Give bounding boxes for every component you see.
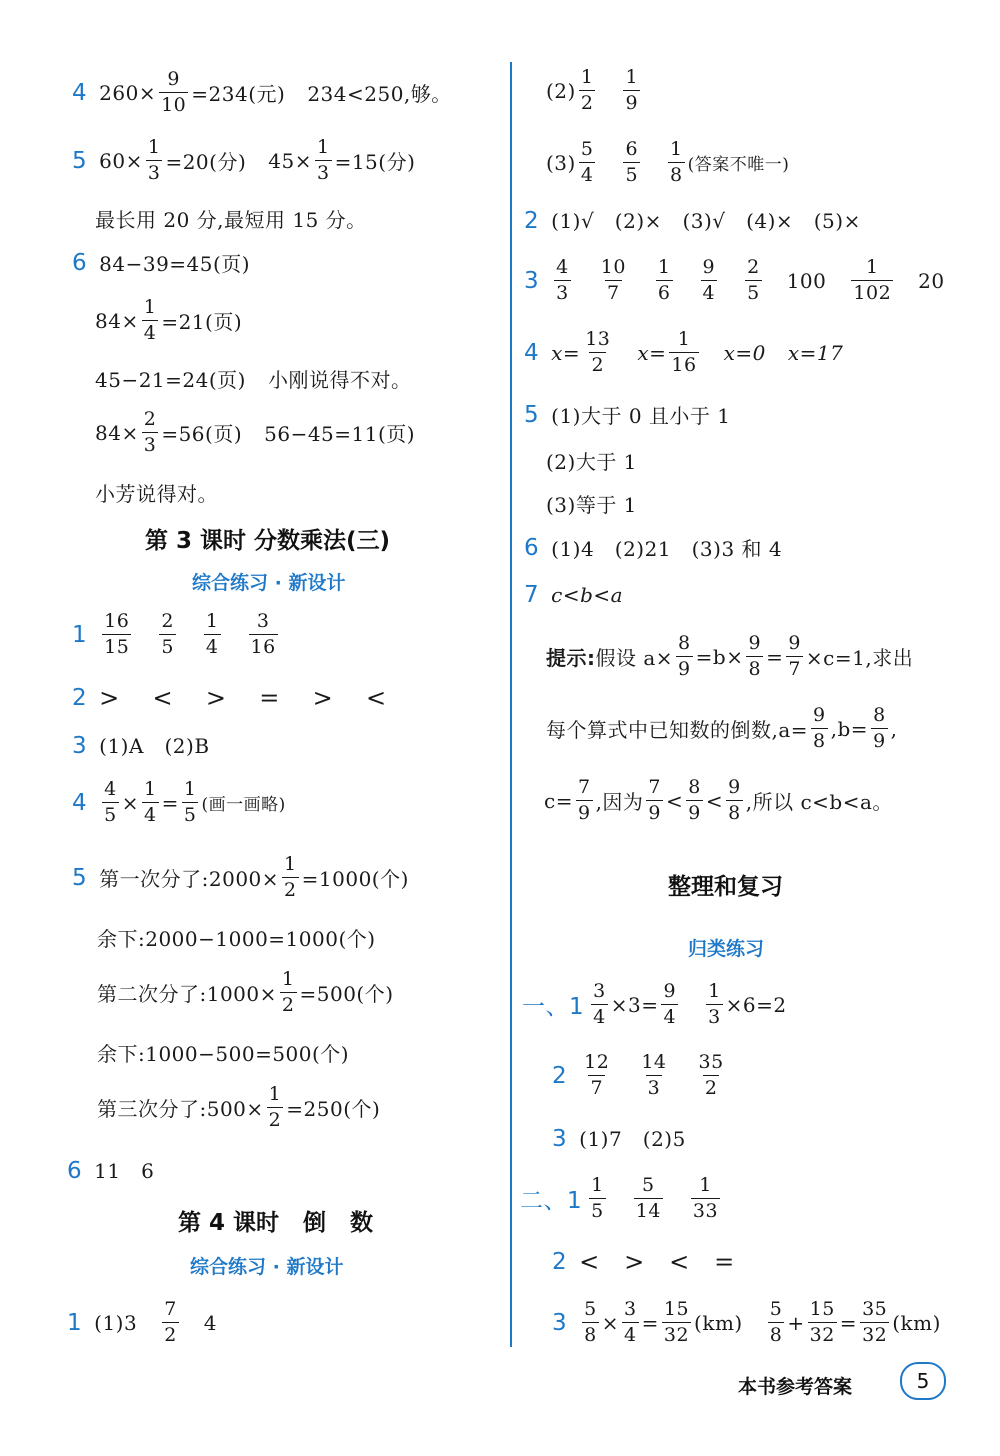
fraction <box>668 140 685 185</box>
numerator: 7 <box>164 1298 177 1320</box>
denominator: 8 <box>584 1324 597 1346</box>
text-segment: x= <box>551 340 581 365</box>
denominator: 9 <box>688 802 701 824</box>
text-segment: 84× <box>95 420 139 445</box>
denominator: 2 <box>580 92 594 114</box>
answer-5-text <box>95 204 367 233</box>
text-segment: < <box>705 788 724 813</box>
s3-answer-6 <box>67 1158 154 1184</box>
numerator: 1 <box>268 1083 282 1105</box>
review-2-2 <box>552 1248 735 1276</box>
denominator: 2 <box>268 1109 282 1131</box>
text-segment: (3) <box>546 150 576 175</box>
fraction <box>662 1300 691 1345</box>
denominator: 9 <box>625 92 639 114</box>
numerator: 12 <box>584 1051 610 1073</box>
denominator: 5 <box>104 804 117 826</box>
fraction <box>622 1300 639 1345</box>
denominator: 4 <box>624 1324 637 1346</box>
denominator: 16 <box>671 354 697 376</box>
denominator: 2 <box>164 1324 177 1346</box>
denominator: 15 <box>104 636 130 658</box>
s3-answer-5-line1 <box>72 855 409 900</box>
text-segment: × <box>601 1310 619 1335</box>
denominator: 32 <box>809 1324 835 1346</box>
fraction <box>623 140 640 185</box>
denominator: 4 <box>580 164 594 186</box>
denominator: 16 <box>250 636 276 658</box>
denominator: 5 <box>161 636 174 658</box>
numerator: 7 <box>577 776 591 798</box>
section-4-subtitle: 综合练习 · 新设计 <box>190 1256 344 1278</box>
fraction <box>726 778 743 823</box>
text-segment: 小刚说得不对。 <box>267 368 412 392</box>
text-segment: =1000(个) <box>301 867 409 891</box>
review-title: 整理和复习 <box>668 874 783 900</box>
fraction <box>579 68 596 113</box>
text-segment: 余下:2000−1000=1000(个) <box>97 927 376 951</box>
text-segment: 6 <box>524 534 540 561</box>
text-segment: 6 <box>72 249 88 276</box>
section-3-title: 第 3 课时 分数乘法(三) <box>145 528 391 554</box>
text-segment: 2 <box>552 1249 568 1275</box>
text-segment: 4 <box>524 339 540 366</box>
review-1-2 <box>552 1053 729 1098</box>
denominator: 8 <box>813 730 826 752</box>
text-segment: + <box>787 1310 805 1335</box>
section-4-title: 第 4 课时 倒 数 <box>178 1210 374 1236</box>
numerator: 2 <box>143 408 157 430</box>
review-2-3 <box>552 1300 941 1345</box>
text-segment: 60× <box>99 148 143 173</box>
s3-answer-5-line3 <box>97 970 394 1015</box>
numerator: 3 <box>593 980 606 1002</box>
numerator: 9 <box>728 776 741 798</box>
numerator: 1 <box>205 610 219 632</box>
fraction <box>102 780 119 825</box>
text-segment: < > < = <box>579 1248 735 1276</box>
denominator: 5 <box>591 1200 604 1222</box>
text-segment: (1)4 (2)21 (3)3 和 4 <box>551 537 783 561</box>
numerator: 1 <box>147 136 161 158</box>
text-segment: (1)大于 0 且小于 1 <box>551 404 731 428</box>
s3-answer-1 <box>72 612 281 657</box>
fraction <box>634 1176 663 1221</box>
r-answer-7 <box>524 582 623 608</box>
text-segment: (km) <box>694 1310 743 1335</box>
denominator: 4 <box>143 322 157 344</box>
denominator: 4 <box>702 282 716 304</box>
numerator: 2 <box>161 610 174 632</box>
fraction <box>676 634 693 679</box>
text-segment: 4 <box>203 1310 218 1335</box>
text-segment: = <box>839 1310 858 1335</box>
text-segment: ,b= <box>830 716 869 741</box>
fraction <box>811 706 828 751</box>
denominator: 8 <box>728 802 741 824</box>
fraction <box>639 1053 668 1098</box>
text-segment: 260× <box>99 80 157 105</box>
fraction <box>706 982 723 1027</box>
item-number: 4 <box>72 79 88 106</box>
fraction <box>591 982 608 1027</box>
numerator: 15 <box>809 1298 835 1320</box>
denominator: 9 <box>873 730 886 752</box>
numerator: 1 <box>183 778 197 800</box>
s3-answer-5-line5 <box>97 1085 380 1130</box>
denominator: 9 <box>648 802 662 824</box>
numerator: 1 <box>144 778 157 800</box>
fraction <box>162 1300 179 1345</box>
fraction <box>282 855 299 900</box>
review-1-3 <box>552 1126 686 1152</box>
fraction <box>786 634 803 679</box>
column-divider <box>510 62 512 1347</box>
fraction <box>582 1300 599 1345</box>
numerator: 4 <box>556 256 569 278</box>
denominator: 3 <box>647 1077 661 1099</box>
denominator: 10 <box>161 94 187 116</box>
text-segment: = <box>641 1310 659 1335</box>
text-segment: 假设 a× <box>595 646 674 670</box>
r-answer-1-3 <box>546 140 789 185</box>
text-segment: 45× <box>268 148 312 173</box>
fraction <box>768 1300 785 1345</box>
hint-line1 <box>546 634 913 679</box>
fraction <box>656 258 673 303</box>
text-segment: 84× <box>95 308 139 333</box>
numerator: 8 <box>873 704 886 726</box>
numerator: 6 <box>625 138 639 160</box>
text-segment: ,所以 c<b<a。 <box>745 790 893 814</box>
text-segment: 56−45=11(页) <box>264 422 416 446</box>
fraction <box>204 612 221 657</box>
denominator: 2 <box>281 994 295 1016</box>
numerator: 35 <box>862 1298 888 1320</box>
fraction <box>267 1085 284 1130</box>
text-segment: (1)3 <box>94 1310 138 1335</box>
numerator: 9 <box>663 980 677 1002</box>
answer-4 <box>72 70 452 115</box>
text-segment: (1)A (2)B <box>99 734 210 758</box>
text-segment: 100 <box>786 268 827 293</box>
hint-line2 <box>546 706 898 751</box>
denominator: 5 <box>747 282 760 304</box>
denominator: 2 <box>591 354 605 376</box>
numerator: 1 <box>143 296 157 318</box>
hint-line3 <box>544 778 893 823</box>
text-segment: =21(页) <box>161 310 243 334</box>
text-segment: = <box>161 790 179 815</box>
fraction <box>159 612 176 657</box>
text-segment: x=17 <box>787 340 844 365</box>
answer-5 <box>72 138 415 183</box>
text-segment: 20 <box>918 268 945 293</box>
denominator: 33 <box>692 1200 719 1222</box>
denominator: 2 <box>704 1077 718 1099</box>
answer-6-line4 <box>95 410 415 455</box>
numerator: 1 <box>708 980 721 1002</box>
text-segment: 二、1 <box>520 1188 583 1214</box>
text-segment: (km) <box>892 1310 941 1335</box>
fraction <box>746 634 763 679</box>
text-segment: 11 6 <box>94 1159 155 1183</box>
text-segment: =15(分) <box>334 150 416 174</box>
text-segment: 2 <box>72 685 88 711</box>
s4-answer-1 <box>67 1300 217 1345</box>
answer-6-line5 <box>95 478 218 507</box>
text-segment: 5 <box>524 401 540 428</box>
text-segment: = <box>766 644 784 669</box>
text-segment: 5 <box>72 147 88 174</box>
denominator: 2 <box>284 879 297 901</box>
denominator: 3 <box>143 434 157 456</box>
denominator: 4 <box>663 1006 677 1028</box>
footer-label: 本书参考答案 <box>738 1376 853 1398</box>
fraction <box>691 1176 720 1221</box>
fraction <box>646 778 663 823</box>
r-answer-4 <box>524 330 843 375</box>
numerator: 1 <box>281 968 295 990</box>
numerator: 5 <box>642 1174 655 1196</box>
denominator: 4 <box>144 804 157 826</box>
numerator: 1 <box>657 256 671 278</box>
text-segment: 1 <box>72 621 88 648</box>
numerator: 3 <box>256 610 270 632</box>
numerator: 1 <box>316 136 330 158</box>
denominator: 3 <box>708 1006 721 1028</box>
fraction <box>142 298 159 343</box>
denominator: 4 <box>205 636 219 658</box>
text-segment: 45−21=24(页) <box>95 368 246 392</box>
numerator: 10 <box>600 256 626 278</box>
text-segment: × <box>121 790 139 815</box>
text-segment: , <box>890 716 898 741</box>
denominator: 7 <box>788 658 801 680</box>
denominator: 4 <box>593 1006 606 1028</box>
text-segment: 小芳说得对。 <box>95 482 218 506</box>
numerator: 1 <box>625 66 639 88</box>
answer-6-line2 <box>95 298 242 343</box>
denominator: 8 <box>748 658 762 680</box>
text-segment: 第二次分了:1000× <box>97 982 277 1006</box>
text-segment: > < > = > < <box>99 684 393 712</box>
fraction <box>623 68 640 113</box>
fraction <box>599 258 628 303</box>
numerator: 1 <box>677 328 691 350</box>
text-segment: 最长用 20 分,最短用 15 分。 <box>95 208 367 232</box>
text-segment: 2 <box>524 208 540 234</box>
text-segment: c= <box>544 788 573 813</box>
text-segment: 一、1 <box>522 994 585 1020</box>
fraction <box>159 70 188 115</box>
fraction <box>871 706 888 751</box>
text-segment: =250(个) <box>286 1097 381 1121</box>
fraction <box>851 258 893 303</box>
text-segment: =b× <box>695 644 744 669</box>
review-2-1 <box>520 1176 723 1221</box>
numerator: 5 <box>580 138 594 160</box>
text-segment: ×c=1,求出 <box>805 646 914 670</box>
text-segment: 第三次分了:500× <box>97 1097 264 1121</box>
fraction <box>860 1300 889 1345</box>
s3-answer-5-line2 <box>97 923 376 952</box>
denominator: 32 <box>862 1324 888 1346</box>
text-segment: 3 <box>72 733 88 759</box>
text-segment: (2) <box>546 78 576 103</box>
text-segment: (答案不唯一) <box>687 155 790 175</box>
denominator: 9 <box>577 802 591 824</box>
numerator: 1 <box>284 853 297 875</box>
r-answer-2 <box>524 208 861 234</box>
numerator: 13 <box>585 328 611 350</box>
numerator: 5 <box>769 1298 783 1320</box>
numerator: 7 <box>648 776 662 798</box>
text-segment: 234<250,够。 <box>307 82 452 106</box>
section-3-subtitle: 综合练习 · 新设计 <box>192 572 346 594</box>
fraction <box>589 1176 606 1221</box>
fraction <box>661 982 678 1027</box>
text-segment: < <box>666 788 684 813</box>
answer-6-line3 <box>95 364 411 393</box>
fraction <box>579 140 596 185</box>
denominator: 3 <box>316 162 330 184</box>
numerator: 1 <box>865 256 879 278</box>
fraction <box>280 970 297 1015</box>
r-answer-6 <box>524 533 782 562</box>
numerator: 9 <box>167 68 180 90</box>
numerator: 1 <box>580 66 594 88</box>
r-answer-5-line2 <box>546 446 637 475</box>
s3-answer-3 <box>72 733 210 759</box>
fraction <box>669 330 698 375</box>
numerator: 9 <box>748 632 762 654</box>
fraction <box>142 410 159 455</box>
text-segment: 3 <box>552 1309 568 1336</box>
text-segment: (2)大于 1 <box>546 450 637 474</box>
numerator: 1 <box>670 138 683 160</box>
fraction <box>701 258 718 303</box>
r-answer-5-line3 <box>546 489 637 518</box>
text-segment: ×3= <box>610 992 659 1017</box>
fraction <box>697 1053 726 1098</box>
denominator: 9 <box>678 658 691 680</box>
numerator: 15 <box>663 1298 690 1320</box>
text-segment: =56(页) <box>161 422 243 446</box>
fraction <box>808 1300 837 1345</box>
fraction <box>249 612 278 657</box>
text-segment: (1)7 (2)5 <box>579 1127 686 1151</box>
numerator: 9 <box>813 704 826 726</box>
numerator: 5 <box>584 1298 597 1320</box>
numerator: 1 <box>591 1174 604 1196</box>
text-segment: 3 <box>524 267 540 294</box>
fraction <box>686 778 703 823</box>
text-segment: 提示: <box>546 646 596 670</box>
page-number: 5 <box>900 1362 946 1400</box>
r-answer-1-2 <box>546 68 643 113</box>
text-segment: (画一画略) <box>201 795 286 815</box>
text-segment: =20(分) <box>165 150 247 174</box>
text-segment: c<b<a <box>551 583 624 607</box>
text-segment: =234(元) <box>191 82 286 106</box>
text-segment: 4 <box>72 789 88 816</box>
r-answer-3 <box>524 258 945 303</box>
denominator: 14 <box>635 1200 661 1222</box>
fraction <box>583 330 612 375</box>
s3-answer-5-line4 <box>97 1038 349 1067</box>
text-segment: (3)等于 1 <box>546 493 637 517</box>
numerator: 3 <box>624 1298 637 1320</box>
fraction <box>745 258 762 303</box>
text-segment: (1)√ (2)× (3)√ (4)× (5)× <box>551 209 861 233</box>
review-subtitle: 归类练习 <box>688 938 765 960</box>
fraction <box>102 612 131 657</box>
text-segment: ,因为 <box>595 790 644 814</box>
numerator: 35 <box>698 1051 724 1073</box>
text-segment: 2 <box>552 1062 568 1089</box>
s3-answer-4 <box>72 780 286 825</box>
numerator: 8 <box>688 776 701 798</box>
text-segment: 6 <box>67 1158 83 1184</box>
denominator: 8 <box>769 1324 783 1346</box>
fraction <box>182 780 199 825</box>
answer-6-line1 <box>72 248 250 277</box>
fraction <box>576 778 593 823</box>
numerator: 1 <box>699 1174 712 1196</box>
numerator: 8 <box>678 632 691 654</box>
fraction <box>554 258 571 303</box>
numerator: 9 <box>788 632 801 654</box>
text-segment: 1 <box>67 1309 83 1336</box>
denominator: 3 <box>556 282 569 304</box>
review-1-1 <box>522 982 787 1027</box>
text-segment: ×6=2 <box>725 992 787 1017</box>
text-segment: 7 <box>524 582 540 608</box>
numerator: 9 <box>702 256 716 278</box>
denominator: 8 <box>670 164 683 186</box>
denominator: 5 <box>625 164 639 186</box>
text-segment: x=0 <box>723 340 766 365</box>
text-segment: 第一次分了:2000× <box>99 867 280 891</box>
text-segment: 5 <box>72 864 88 891</box>
denominator: 32 <box>663 1324 690 1346</box>
text-segment: x= <box>637 340 667 365</box>
r-answer-5-line1 <box>524 400 731 429</box>
numerator: 4 <box>104 778 117 800</box>
s3-answer-2 <box>72 684 392 712</box>
text-segment: 3 <box>552 1126 568 1152</box>
text-segment: 余下:1000−500=500(个) <box>97 1042 350 1066</box>
text-segment: =500(个) <box>299 982 394 1006</box>
text-segment: 每个算式中已知数的倒数,a= <box>546 718 809 742</box>
numerator: 16 <box>104 610 130 632</box>
fraction <box>146 138 163 183</box>
fraction <box>315 138 332 183</box>
denominator: 5 <box>183 804 197 826</box>
denominator: 102 <box>853 282 892 304</box>
denominator: 7 <box>590 1077 604 1099</box>
denominator: 6 <box>657 282 671 304</box>
numerator: 14 <box>641 1051 667 1073</box>
denominator: 7 <box>607 282 620 304</box>
fraction <box>582 1053 611 1098</box>
numerator: 2 <box>747 256 760 278</box>
fraction <box>142 780 159 825</box>
denominator: 3 <box>147 162 161 184</box>
text-segment: 84−39=45(页) <box>99 252 251 276</box>
